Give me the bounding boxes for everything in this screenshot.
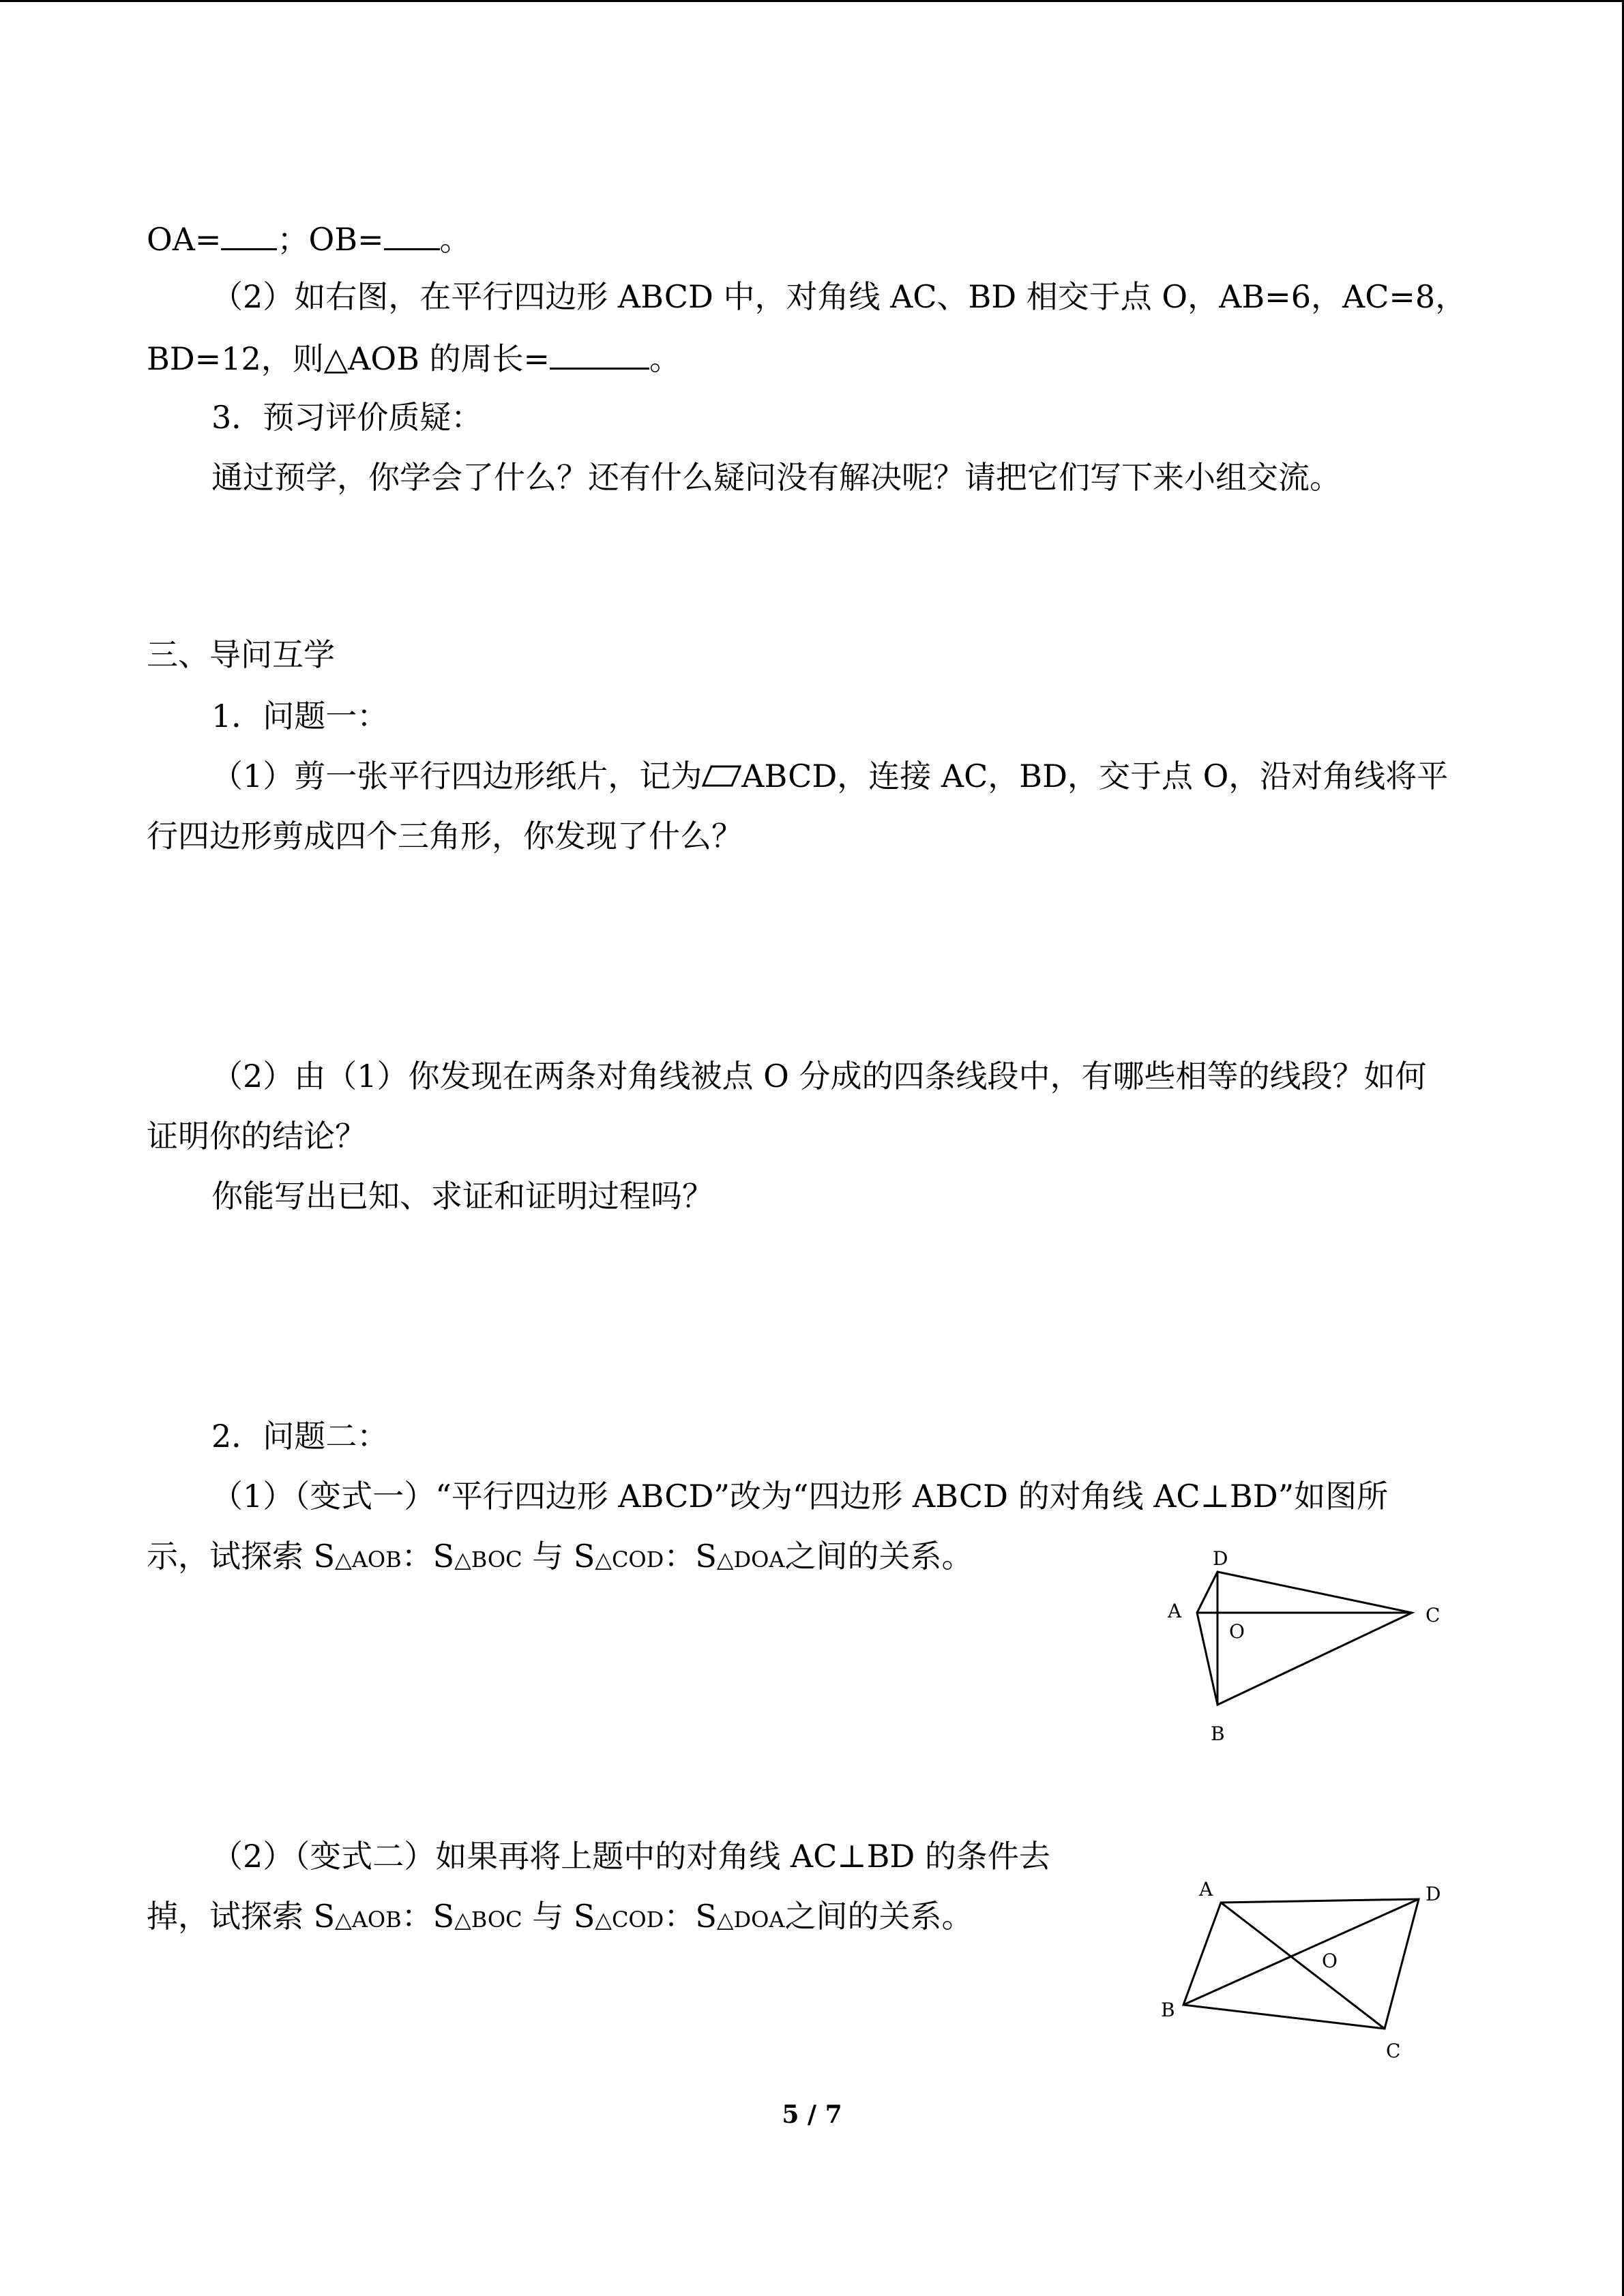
answer-line-oa-ob: OA= ；OB= 。 xyxy=(147,217,471,260)
perimeter-blank[interactable] xyxy=(550,336,649,370)
diagonal-ac-2 xyxy=(1221,1903,1385,2029)
variant-1-line-1: （1）（变式一）“平行四边形 ABCD”改为“四边形 ABCD 的对角线 AC⊥BD”如图所 xyxy=(211,1478,1389,1515)
problem-2-title: 2．问题二： xyxy=(211,1418,389,1455)
fig2-label-c: C xyxy=(1386,2040,1401,2062)
variant-1-line-2: 示，试探索 S△AOB：S△BOC 与 S△COD：S△DOA之间的关系。 xyxy=(147,1538,973,1575)
fig2-label-d: D xyxy=(1426,1883,1441,1905)
oa-label: OA= xyxy=(147,221,222,258)
figure-general-quadrilateral xyxy=(1146,1872,1460,2076)
question-2-line-2: BD=12，则△AOB 的周长= 。 xyxy=(147,336,681,379)
figure-perpendicular-diagonals xyxy=(1153,1534,1460,1759)
fig1-label-c: C xyxy=(1426,1604,1441,1626)
ob-label: ；OB= xyxy=(277,221,384,258)
section-3-title: 3．预习评价质疑： xyxy=(211,399,483,436)
fig2-label-b: B xyxy=(1161,1999,1175,2021)
fig1-label-a: A xyxy=(1168,1600,1182,1622)
problem-1-part-2-line-2: 证明你的结论？ xyxy=(147,1118,366,1154)
section-3-text: 通过预学，你学会了什么？还有什么疑问没有解决呢？请把它们写下来小组交流。 xyxy=(211,459,1341,496)
variant-2-line-1: （2）（变式二）如果再将上题中的对角线 AC⊥BD 的条件去 xyxy=(211,1838,1050,1875)
problem-1-part-1-line-1: （1）剪一张平行四边形纸片，记为 ABCD，连接 AC，BD，交于点 O，沿对角线将平 xyxy=(211,758,1449,794)
problem-1-part-1-line-2: 行四边形剪成四个三角形，你发现了什么？ xyxy=(147,818,743,854)
problem-1-part-2-line-1: （2）由（1）你发现在两条对角线被点 O 分成的四条线段中，有哪些相等的线段？如何 xyxy=(211,1058,1427,1094)
fig1-label-o: O xyxy=(1229,1620,1245,1643)
fig2-label-a: A xyxy=(1199,1878,1213,1900)
question-2-line-1: （2）如右图，在平行四边形 ABCD 中，对角线 AC、BD 相交于点 O，AB=6，AC=8， xyxy=(211,278,1467,315)
diagonal-bd-2 xyxy=(1183,1899,1419,2005)
problem-1-title: 1．问题一： xyxy=(211,698,389,734)
fig1-label-b: B xyxy=(1211,1723,1225,1745)
fig1-label-d: D xyxy=(1213,1547,1228,1570)
problem-1-part-3: 你能写出已知、求证和证明过程吗？ xyxy=(211,1178,713,1214)
fig2-label-o: O xyxy=(1322,1950,1338,1972)
parallelogram-symbol-icon xyxy=(702,764,741,788)
page-number: 5 / 7 xyxy=(782,2100,842,2129)
oa-blank[interactable] xyxy=(221,217,277,250)
ob-blank[interactable] xyxy=(384,217,440,250)
heading-daowen-huxue: 三、导问互学 xyxy=(147,636,335,673)
variant-2-line-2: 掉，试探索 S△AOB：S△BOC 与 S△COD：S△DOA之间的关系。 xyxy=(147,1898,973,1935)
